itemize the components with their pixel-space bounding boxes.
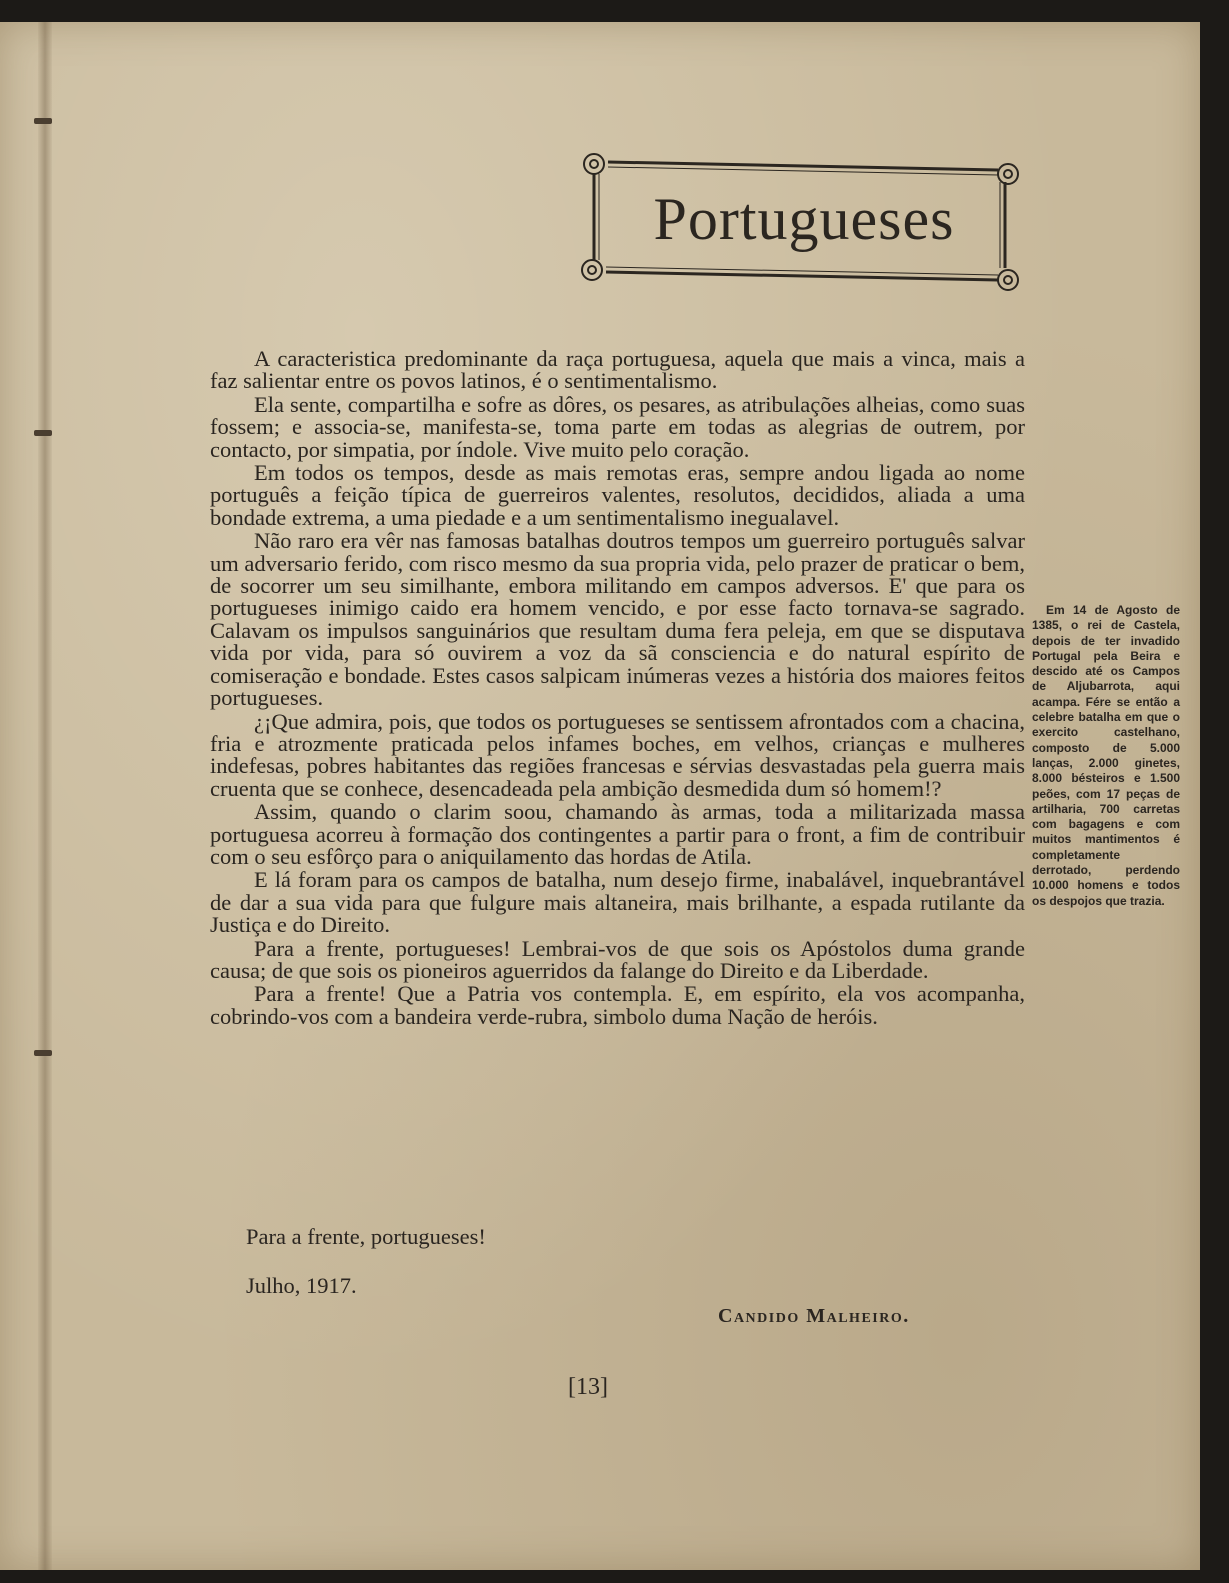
article-body <box>210 348 1025 1028</box>
title-frame <box>580 152 1025 292</box>
author-signature: Candido Malheiro. <box>718 1305 910 1327</box>
paragraph: Não raro era vêr nas famosas batalhas doutros tempos um guerreiro português salvar um adversario ferido, com risco mesmo da sua propria vida, pelo prazer de praticar o bem, de socorrer um seu similhante, embora militando em campos adversos. E' que para os portugueses inimigo caido era homem vencido, e por esse facto tornava-se sagrado. Calavam os impulsos sanguinários que resultam duma fera peleja, em que se disputava vida por vida, para só ouvirem a voz da sã consciencia e do natural espírito de comiseração e bondade. Estes casos salpicam inúmeras vezes a história dos maiores feitos portugueses. <box>210 528 1025 711</box>
paragraph: A caracteristica predominante da raça portuguesa, aquela que mais a vinca, mais a faz salientar entre os povos latinos, é o sentimentalismo. <box>210 346 1025 394</box>
page-title: Portugueses <box>653 186 955 252</box>
binding-stitch <box>34 118 52 124</box>
page-number: [13] <box>568 1374 608 1400</box>
date-line: Julho, 1917. <box>246 1273 357 1298</box>
paragraph: Em todos os tempos, desde as mais remotas eras, sempre andou ligada ao nome português a feição típica de guerreiros valentes, resolutos, decididos, aliada a uma bondade extrema, a uma piedade e a um sentimentalismo inegualavel. <box>210 460 1025 530</box>
paragraph: Assim, quando o clarim soou, chamando às armas, toda a militarizada massa portuguesa acorreu à formação dos contingentes a partir para o front, a fim de contribuir com o seu esfôrço para o aniquilamento das hordas de Atila. <box>210 799 1025 869</box>
binding-stitch <box>34 1050 52 1056</box>
paragraph: Para a frente! Que a Patria vos contempla. E, em espírito, ela vos acompanha, cobrindo-vos com a bandeira verde-rubra, simbolo duma Nação de heróis. <box>210 981 1025 1029</box>
binding-stitch <box>34 430 52 436</box>
closing-line: Para a frente, portugueses! <box>246 1224 486 1249</box>
paragraph: E lá foram para os campos de batalha, num desejo firme, inabalável, inquebrantável de dar a sua vida para que fulgure mais altaneira, mais brilhante, a espada rutilante da Justiça e do Direito. <box>210 867 1025 938</box>
paragraph: Para a frente, portugueses! Lembrai-vos de que sois os Apóstolos duma grande causa; de que sois os pioneiros aguerridos da falange do Direito e da Liberdade. <box>210 935 1025 983</box>
paragraph: Ela sente, compartilha e sofre as dôres, os pesares, as atribulações alheias, como suas fossem; e associa-se, manifesta-se, toma parte em todas as alegrias de outrem, por contacto, por simpatia, por índole. Vive muito pelo coração. <box>210 391 1025 462</box>
page-fold <box>38 22 52 1570</box>
paragraph: ¿¡Que admira, pois, que todos os portugueses se sentissem afrontados com a chacina, fria e atrozmente praticada pelos infames boches, em velhos, crianças e mulheres indefesas, pobres habitantes das regiões francesas e sérvias desvastadas pela guerra mais cruenta que se conhece, desencadeada pela ambição desmedida dum só homem!? <box>210 708 1025 801</box>
sidebar-note: Em 14 de Agosto de 1385, o rei de Castela, depois de ter invadido Portugal pela Beira e descido até os Campos de Aljubarrota, aqui acampa. Fére se então a celebre batalha em que o exercito castelhano, composto de 5.000 lanças, 2.000 ginetes, 8.000 bésteiros e 1.500 peões, com 17 peças de artilharia, 700 carretas com bagagens e com muitos mantimentos é completamente derrotado, perdendo 10.000 homens e todos os despojos que trazia. <box>1032 603 1180 908</box>
